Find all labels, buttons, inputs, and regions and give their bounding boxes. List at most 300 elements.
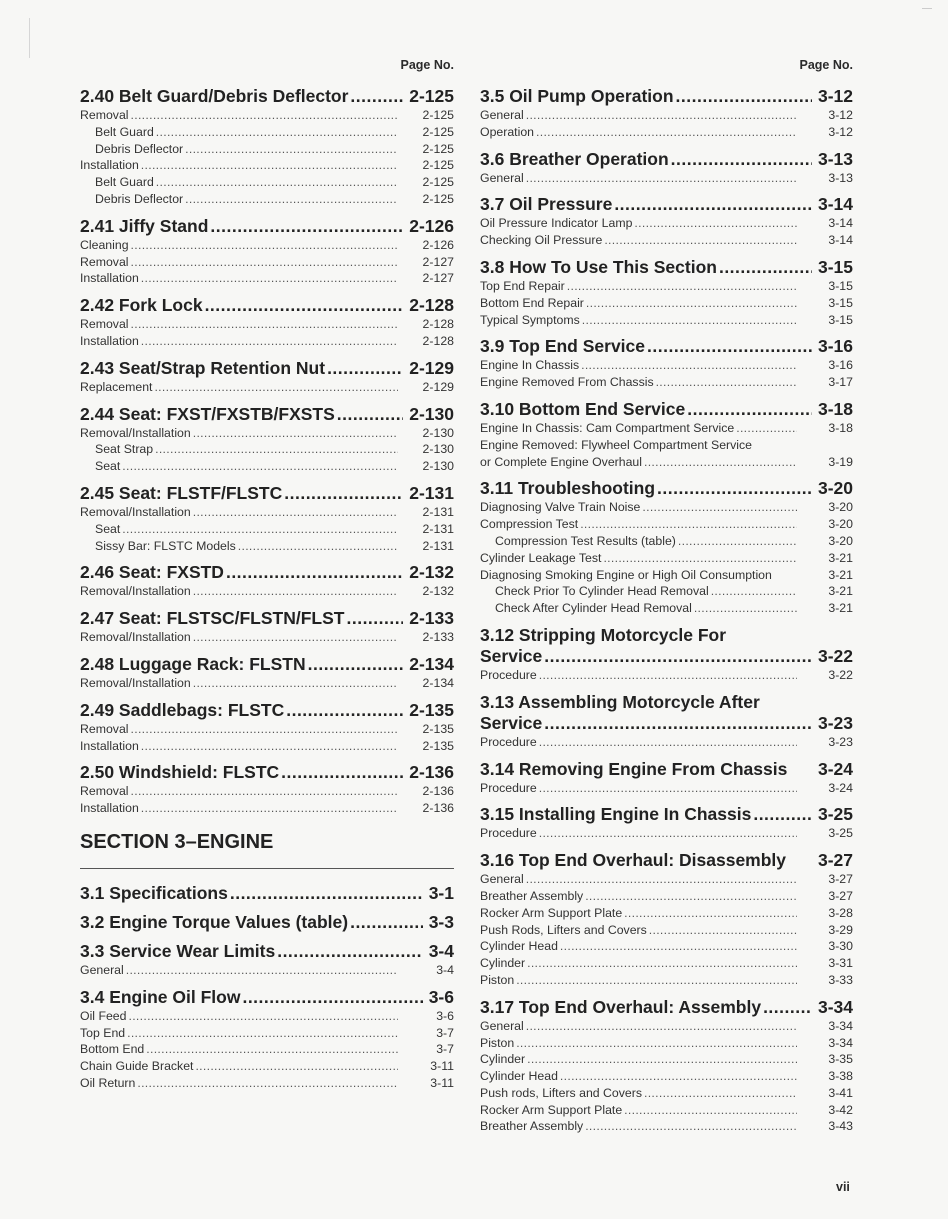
toc-entry [480,567,853,584]
entry-page: 2-130 [422,459,454,474]
dot-leader [634,215,797,232]
heading-page: 2-125 [409,86,454,106]
toc-entry [480,550,853,567]
heading-page: 3-3 [428,911,454,932]
dot-leader [230,883,423,904]
entry-text: Cylinder Leakage Test [480,550,602,565]
section-heading [80,941,454,962]
page-no-header-left: Page No. [400,58,454,72]
entry-text: General [480,872,524,887]
toc-section [480,399,853,470]
entry-page: 2-130 [422,442,454,457]
toc-entry [80,1058,454,1075]
heading-text: 2.44 Seat: FXST/FXSTB/FXSTS [80,403,335,424]
entry-text: Bottom End Repair [480,295,584,310]
right-toc-list [480,86,853,1135]
page-no-header-right: Page No. [799,58,853,72]
section-heading [480,336,853,357]
entry-page: 2-125 [422,141,454,156]
entry-text: Removal [80,721,129,736]
entry-page: 2-135 [422,738,454,753]
toc-entry [80,141,454,158]
dot-leader [644,1085,797,1102]
entry-page: 3-7 [436,1025,454,1040]
entry-text: Removal/Installation [80,584,191,599]
toc-section [480,336,853,391]
entry-text: Diagnosing Smoking Engine or High Oil Consumption [480,567,772,582]
section-heading [80,295,454,316]
dot-leader [603,550,797,567]
heading-page: 3-14 [817,194,853,215]
right-column [480,58,853,1143]
section-heading [480,850,853,871]
toc-entry [80,962,454,979]
heading-text: 2.42 Fork Lock [80,295,203,316]
toc-entry [480,1102,853,1119]
toc-entry [480,871,853,888]
toc-entry [480,499,853,516]
toc-section [80,883,454,904]
entry-text: Check Prior To Cylinder Head Removal [495,584,709,599]
heading-page: 2-135 [409,699,454,720]
entry-page: 2-126 [422,237,454,252]
toc-entry [480,374,853,391]
heading-text: 2.45 Seat: FLSTF/FLSTC [80,482,283,503]
entry-page: 3-14 [828,233,853,248]
entry-text: Installation [80,333,139,348]
entry-page: 3-20 [828,517,853,532]
entry-text: Removal [80,254,129,269]
entry-text: Sissy Bar: FLSTC Models [95,538,236,553]
dot-leader [346,608,403,629]
heading-text: Service [480,712,543,733]
section-heading [480,646,853,667]
entry-text: Operation [480,124,535,139]
toc-entry [480,107,853,124]
section-heading [480,713,853,734]
dot-leader [195,1058,398,1075]
entry-text: Oil Return [80,1075,136,1090]
dot-leader [137,1075,398,1092]
dot-leader [193,629,398,646]
dot-leader [281,762,403,783]
entry-text: Procedure [480,826,537,841]
heading-page: 3-1 [428,882,454,903]
section-heading [80,608,454,629]
toc-entry [80,237,454,254]
dot-leader [647,336,812,357]
dot-leader [350,86,403,107]
dot-leader [649,922,797,939]
entry-text: Belt Guard [95,124,154,139]
entry-text: Installation [80,158,139,173]
heading-page: 3-20 [817,478,853,499]
section-heading [480,86,853,107]
toc-section [80,608,454,646]
heading-page: 2-130 [409,403,454,424]
toc-entry [80,157,454,174]
dot-leader [185,191,398,208]
dot-leader [205,295,404,316]
page-number: vii [836,1180,850,1194]
heading-text: 3.16 Top End Overhaul: Disassembly [480,850,787,871]
toc-entry [480,583,853,600]
entry-text: Debris Deflector [95,141,184,156]
section-heading-line: 3.12 Stripping Motorcycle For [480,624,727,645]
dot-leader [131,721,398,738]
toc-entry [80,254,454,271]
dot-leader [131,254,398,271]
entry-page: 2-125 [422,175,454,190]
heading-page: 2-133 [409,608,454,629]
section-heading [80,700,454,721]
dot-leader [238,538,398,555]
heading-text: 2.47 Seat: FLSTSC/FLSTN/FLST [80,608,345,629]
entry-text: Procedure [480,780,537,795]
section-heading [480,804,853,825]
toc-section [80,700,454,755]
dot-leader [141,738,398,755]
toc-entry [80,333,454,350]
toc-entry [480,1018,853,1035]
entry-text: Removal/Installation [80,425,191,440]
dot-leader [678,533,797,550]
dot-leader [581,357,797,374]
toc-entry [480,357,853,374]
heading-text: 3.15 Installing Engine In Chassis [480,804,752,825]
heading-text: 3.1 Specifications [80,882,228,903]
dot-leader [526,107,797,124]
entry-page: 3-18 [828,420,853,435]
heading-page: 3-24 [817,758,853,779]
heading-page: 3-13 [817,148,853,169]
dot-leader [604,232,797,249]
entry-page: 3-6 [436,1008,454,1023]
entry-page: 3-28 [828,905,853,920]
toc-entry [480,232,853,249]
section-heading [80,762,454,783]
entry-page: 3-23 [828,734,853,749]
toc-entry [480,667,853,684]
dot-leader [242,987,422,1008]
toc-entry [80,270,454,287]
heading-page: 3-23 [817,712,853,733]
dot-leader [277,941,423,962]
heading-page: 3-34 [817,996,853,1017]
dot-leader [193,425,398,442]
dot-leader [736,420,797,437]
dot-leader [567,278,797,295]
dot-leader [539,825,797,842]
dot-leader [516,972,797,989]
section-heading [480,478,853,499]
entry-page: 3-42 [828,1102,853,1117]
entry-text: Breather Assembly [480,888,584,903]
dot-leader [131,107,398,124]
entry-text: Seat Strap [95,442,154,457]
entry-text: Compression Test Results (table) [495,533,676,548]
entry-text: Cylinder [480,956,526,971]
dot-leader [122,521,398,538]
dot-leader [286,700,403,721]
toc-entry [480,278,853,295]
entry-text: Engine Removed From Chassis [480,375,654,390]
entry-page: 3-21 [828,550,853,565]
entry-page: 3-35 [828,1052,853,1067]
entry-text: Engine In Chassis [480,358,580,373]
toc-entry [80,107,454,124]
dot-leader [526,871,797,888]
heading-text: 2.43 Seat/Strap Retention Nut [80,357,326,378]
dot-leader [580,516,797,533]
entry-page: 3-7 [436,1042,454,1057]
toc-entry [80,675,454,692]
toc-entry [480,295,853,312]
toc-section [480,759,853,797]
heading-text: 3.6 Breather Operation [480,148,669,169]
dot-leader [624,905,797,922]
entry-text: Diagnosing Valve Train Noise [480,500,641,515]
section-heading [80,883,454,904]
toc-section [480,997,853,1136]
heading-text: 2.46 Seat: FXSTD [80,562,224,583]
toc-entry [480,1118,853,1135]
entry-page: 3-4 [436,962,454,977]
toc-section [480,478,853,617]
entry-page: 3-15 [828,278,853,293]
dot-leader [586,295,797,312]
section-heading [80,654,454,675]
entry-text: Push Rods, Lifters and Covers [480,922,647,937]
entry-page: 3-34 [828,1035,853,1050]
dot-leader [560,1068,797,1085]
heading-page: 3-22 [817,645,853,666]
entry-page: 3-13 [828,170,853,185]
toc-entry [480,1035,853,1052]
toc-section [480,804,853,842]
entry-page: 3-27 [828,872,853,887]
entry-text: General [80,962,124,977]
dot-leader [350,912,423,933]
dot-leader [193,504,398,521]
toc-entry [480,170,853,187]
dot-leader [210,216,403,237]
entry-page: 2-128 [422,333,454,348]
entry-text: General [480,170,524,185]
dot-leader [763,997,812,1018]
entry-page: 2-135 [422,721,454,736]
entry-page: 2-131 [422,504,454,519]
dot-leader [126,962,398,979]
heading-page: 3-18 [817,398,853,419]
entry-page: 2-136 [422,784,454,799]
toc-section [80,86,454,208]
entry-text: Removal/Installation [80,675,191,690]
heading-text: 3.3 Service Wear Limits [80,940,276,961]
dot-leader [141,157,398,174]
toc-section [480,149,853,187]
dot-leader [141,333,398,350]
dot-leader [544,646,812,667]
toc-entry [80,538,454,555]
dot-leader [539,734,797,751]
section-heading [80,358,454,379]
toc-entry [480,734,853,751]
entry-page: 3-19 [828,454,853,469]
entry-text: Procedure [480,667,537,682]
entry-page: 2-125 [422,158,454,173]
left-toc-list [80,86,454,817]
dot-leader [539,667,797,684]
entry-page: 3-14 [828,216,853,231]
heading-text: 3.7 Oil Pressure [480,194,613,215]
section-rule [80,868,454,869]
dot-leader [657,478,812,499]
entry-text: Rocker Arm Support Plate [480,905,623,920]
toc-section [480,194,853,249]
entry-page: 2-132 [422,584,454,599]
entry-text: Seat [95,459,121,474]
entry-text: Top End Repair [480,278,565,293]
entry-page: 2-128 [422,317,454,332]
heading-text: 3.9 Top End Service [480,336,646,357]
dot-leader [585,888,797,905]
dot-leader [128,1008,398,1025]
entry-text: Procedure [480,734,537,749]
section-heading [80,912,454,933]
toc-entry [480,420,853,437]
heading-text: 3.17 Top End Overhaul: Assembly [480,996,762,1017]
entry-text: General [480,108,524,122]
section-heading [80,562,454,583]
entry-text: Compression Test [480,517,579,532]
dot-leader [536,124,797,141]
entry-page: 3-24 [828,780,853,795]
toc-section [80,562,454,600]
entry-text: Typical Symptoms [480,312,580,327]
toc-entry [480,1085,853,1102]
toc-entry [80,783,454,800]
entry-page: 3-33 [828,972,853,987]
entry-text: Cylinder [480,1052,526,1067]
toc-entry [480,1051,853,1068]
entry-page: 3-25 [828,826,853,841]
dot-leader [131,237,398,254]
toc-entry [480,312,853,329]
entry-page: 3-15 [828,295,853,310]
toc-entry [480,215,853,232]
section-heading-line: 3.13 Assembling Motorcycle After [480,691,760,712]
toc-entry [480,780,853,797]
section-heading [80,216,454,237]
heading-page: 2-128 [409,295,454,316]
toc-section [80,987,454,1092]
corner-mark [922,8,932,9]
entry-text: Removal [80,108,129,122]
dot-leader [676,86,812,107]
entry-page: 3-38 [828,1069,853,1084]
entry-page: 3-30 [828,939,853,954]
heading-page: 2-129 [409,357,454,378]
toc-section [80,295,454,350]
heading-page: 2-126 [409,215,454,236]
dot-leader [711,583,797,600]
dot-leader [193,675,398,692]
toc-entry [480,454,853,471]
dot-leader [155,441,398,458]
heading-text: 3.4 Engine Oil Flow [80,986,241,1007]
dot-leader [644,454,797,471]
heading-text: 3.14 Removing Engine From Chassis [480,758,788,779]
entry-text: or Complete Engine Overhaul [480,454,642,469]
section-heading [480,759,853,780]
section-heading [80,987,454,1008]
entry-page: 2-133 [422,630,454,645]
entry-text: Check After Cylinder Head Removal [495,601,692,616]
heading-page: 3-16 [817,336,853,357]
entry-page: 3-17 [828,375,853,390]
dot-leader [226,562,403,583]
entry-text: Checking Oil Pressure [480,233,603,248]
toc-section [80,912,454,933]
heading-text: 2.40 Belt Guard/Debris Deflector [80,86,349,106]
toc-entry [80,174,454,191]
dot-leader [308,654,404,675]
dot-leader [185,141,398,158]
toc-entry [80,583,454,600]
entry-page: 2-127 [422,271,454,286]
entry-page: 3-43 [828,1119,853,1134]
entry-text: Oil Pressure Indicator Lamp [480,216,633,231]
entry-page: 2-125 [422,108,454,122]
heading-page: 3-12 [817,86,853,106]
toc-entry [480,955,853,972]
toc-entry [80,629,454,646]
heading-page: 2-136 [409,762,454,783]
entry-text: Belt Guard [95,175,154,190]
entry-text: Cylinder Head [480,1069,558,1084]
section-heading [480,257,853,278]
toc-section [80,358,454,396]
toc-entry [80,441,454,458]
dot-leader [526,1018,797,1035]
toc-entry [80,1041,454,1058]
left-column [80,58,454,1100]
heading-page: 3-15 [817,256,853,277]
heading-text: 2.50 Windshield: FLSTC [80,762,280,783]
entry-text: Debris Deflector [95,191,184,206]
dot-leader [337,404,403,425]
toc-entry [80,721,454,738]
entry-page: 3-34 [828,1018,853,1033]
section-heading [480,997,853,1018]
entry-page: 3-20 [828,500,853,515]
section-heading [480,149,853,170]
heading-text: 3.8 How To Use This Section [480,256,717,277]
toc-section [480,86,853,141]
heading-text: 2.41 Jiffy Stand [80,215,209,236]
entry-page: 2-127 [422,254,454,269]
heading-page: 3-6 [428,986,454,1007]
toc-section [480,625,853,684]
heading-text: 3.10 Bottom End Service [480,398,686,419]
dot-leader [527,955,797,972]
entry-page: 3-12 [828,108,853,122]
entry-page: 3-22 [828,667,853,682]
entry-page: 3-27 [828,888,853,903]
entry-page: 3-21 [828,567,853,582]
entry-text-line: Engine Removed: Flywheel Compartment Service [480,437,753,452]
